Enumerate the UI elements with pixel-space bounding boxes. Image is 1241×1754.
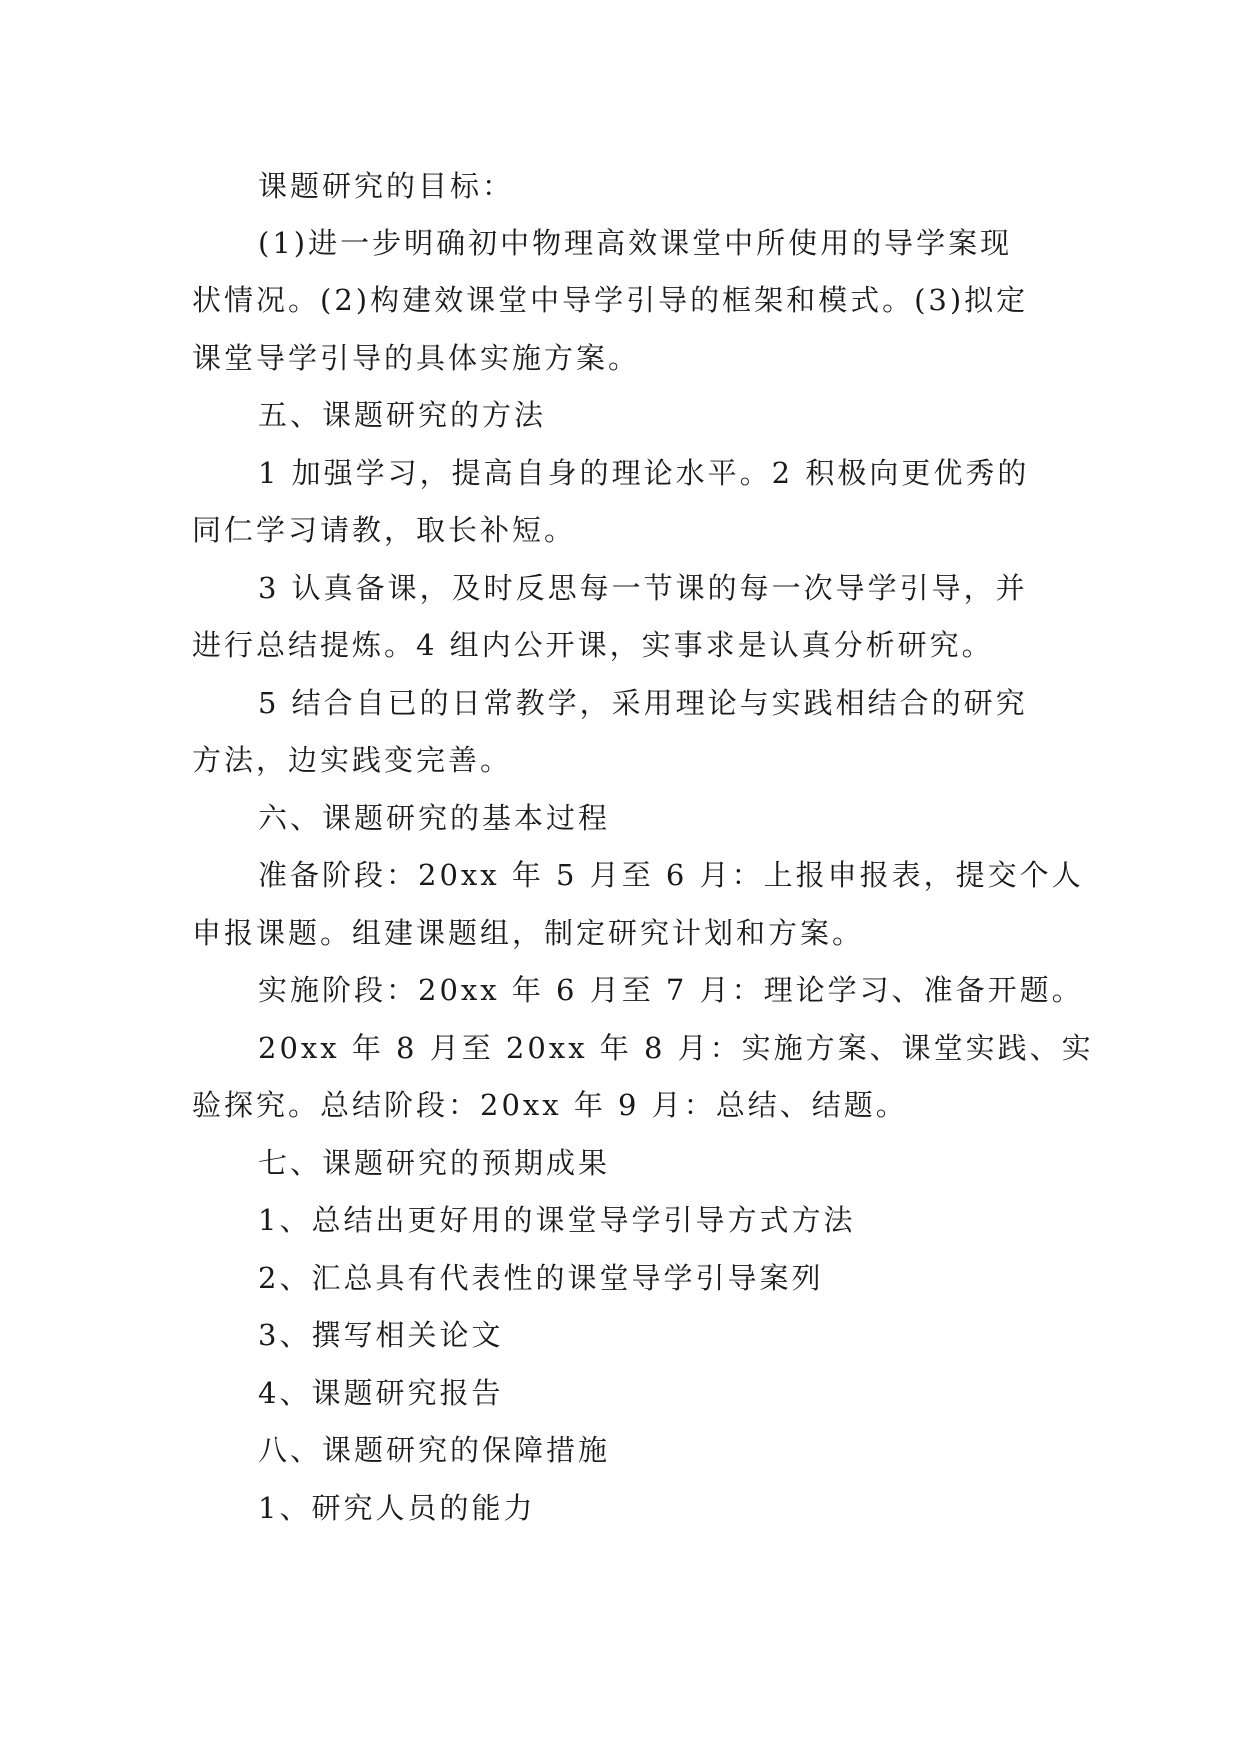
text-line: (1)进一步明确初中物理高效课堂中所使用的导学案现 (258, 226, 1013, 260)
text-line: 准备阶段：20xx 年 5 月至 6 月：上报申报表，提交个人 (258, 858, 1084, 892)
text-line: 20xx 年 8 月至 20xx 年 8 月：实施方案、课堂实践、实 (258, 1031, 1094, 1065)
section-heading: 八、课题研究的保障措施 (258, 1433, 611, 1467)
list-item: 4、课题研究报告 (258, 1376, 504, 1410)
text-line: 1 加强学习，提高自身的理论水平。2 积极向更优秀的 (258, 456, 1030, 490)
text-line: 验探究。总结阶段：20xx 年 9 月：总结、结题。 (192, 1088, 908, 1122)
text-line: 5 结合自已的日常教学，采用理论与实践相结合的研究 (258, 686, 1028, 720)
text-line: 状情况。(2)构建效课堂中导学引导的框架和模式。(3)拟定 (192, 283, 1029, 317)
list-item: 1、总结出更好用的课堂导学引导方式方法 (258, 1203, 856, 1237)
text-line: 3 认真备课，及时反思每一节课的每一次导学引导，并 (258, 571, 1028, 605)
section-heading: 七、课题研究的预期成果 (258, 1146, 611, 1180)
text-line: 方法，边实践变完善。 (192, 743, 513, 777)
text-line: 进行总结提炼。4 组内公开课，实事求是认真分析研究。 (192, 628, 994, 662)
list-item: 3、撰写相关论文 (258, 1318, 504, 1352)
list-item: 1、研究人员的能力 (258, 1491, 536, 1525)
section-heading: 五、课题研究的方法 (258, 398, 547, 432)
section-heading: 六、课题研究的基本过程 (258, 801, 611, 835)
text-line: 课题研究的目标： (258, 169, 515, 203)
text-line: 课堂导学引导的具体实施方案。 (192, 341, 641, 375)
text-line: 申报课题。组建课题组，制定研究计划和方案。 (192, 916, 865, 950)
list-item: 2、汇总具有代表性的课堂导学引导案列 (258, 1261, 824, 1295)
text-line: 同仁学习请教，取长补短。 (192, 513, 577, 547)
text-line: 实施阶段：20xx 年 6 月至 7 月：理论学习、准备开题。 (258, 973, 1084, 1007)
